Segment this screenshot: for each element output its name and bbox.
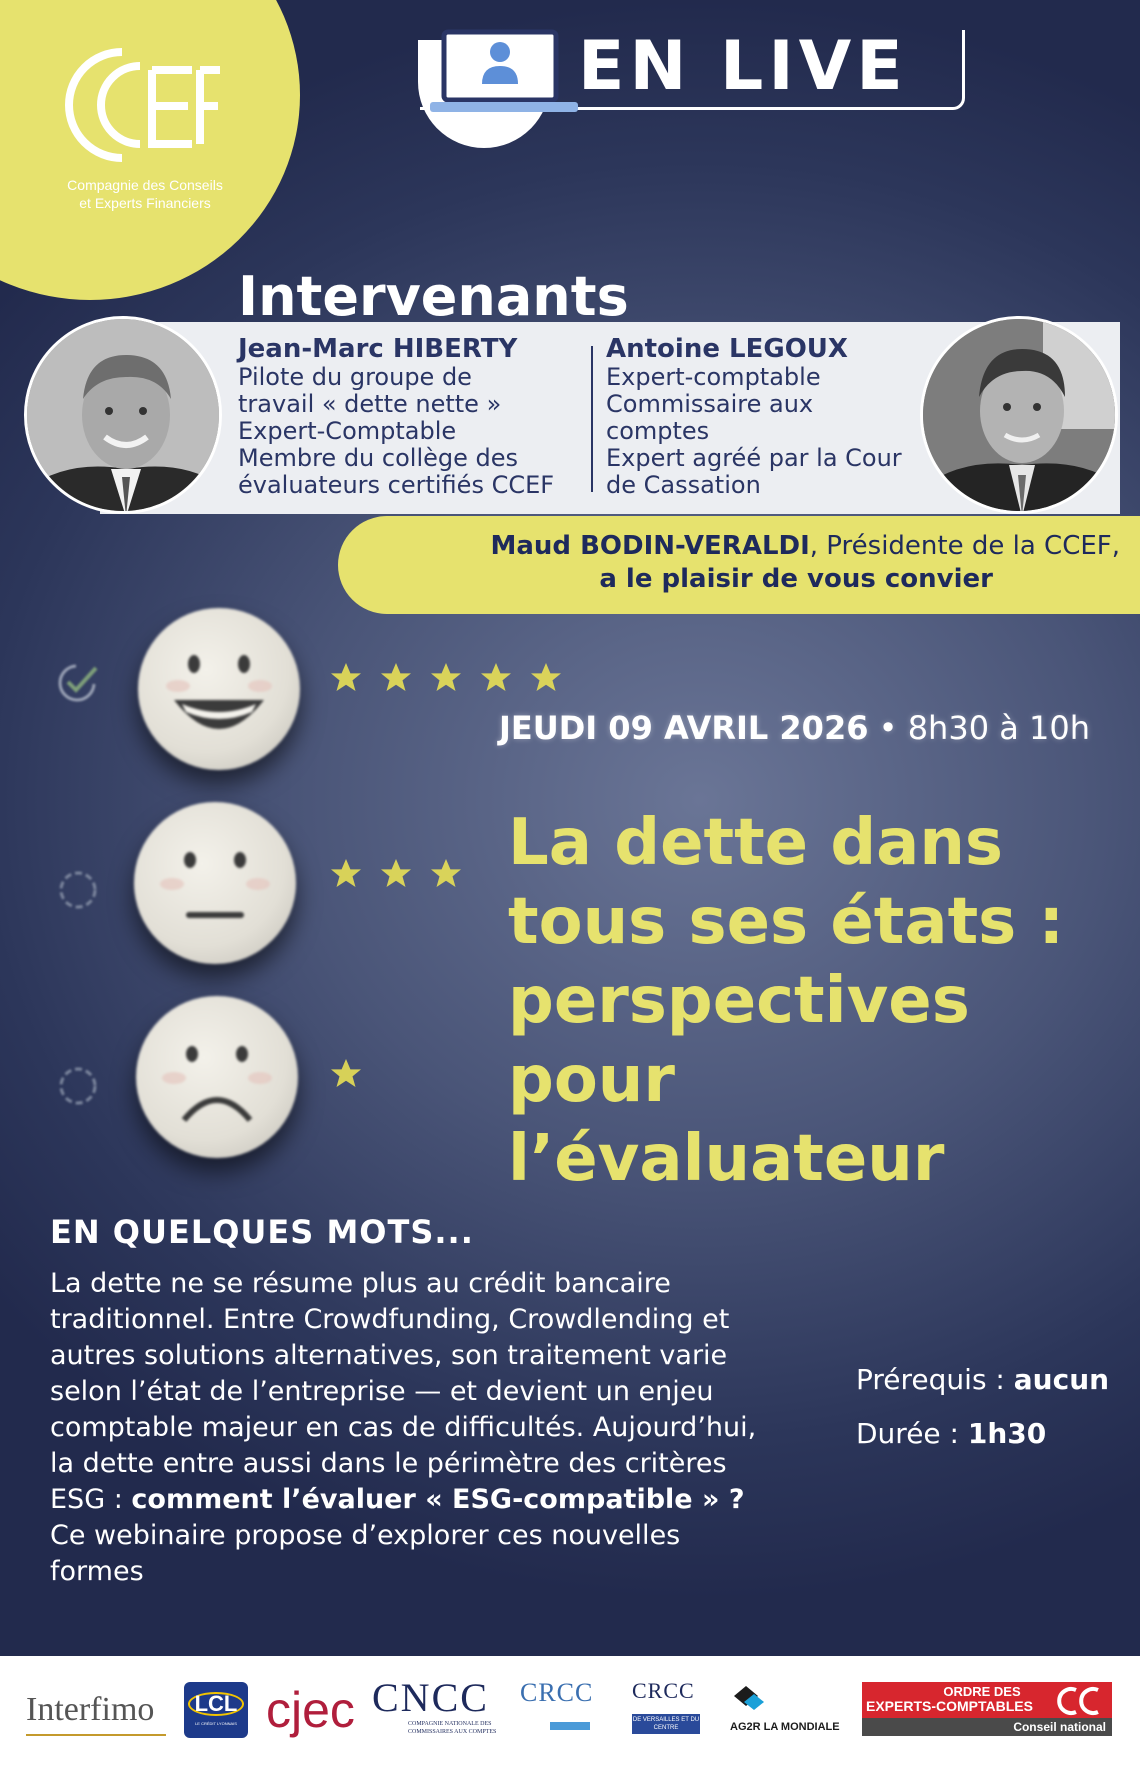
neutral-face-icon xyxy=(134,802,296,964)
event-headline xyxy=(508,804,1128,1199)
speaker-right-name: Antoine LEGOUX xyxy=(606,334,848,364)
ccef-logo xyxy=(60,40,220,170)
headline-line: pour xyxy=(508,1043,675,1117)
duration xyxy=(856,1416,1046,1452)
duration-value: 1h30 xyxy=(967,1417,1047,1450)
crcc-label: CRCC xyxy=(520,1678,594,1707)
lcl-logo xyxy=(184,1682,248,1738)
speaker-left-line: Membre du collège des xyxy=(238,444,519,472)
crcc-versailles-label: CRCC xyxy=(632,1678,695,1703)
crcc-logo xyxy=(520,1678,610,1738)
ag2r-label: AG2R LA MONDIALE xyxy=(730,1721,840,1733)
ag2r-mark-icon xyxy=(734,1686,768,1716)
live-label: EN LIVE xyxy=(578,27,908,106)
speaker-right-line: Expert-comptable xyxy=(606,363,821,391)
speaker-right-line: Expert agréé par la Cour xyxy=(606,444,902,472)
logo-subtitle xyxy=(40,176,250,212)
cncc-sublabel: COMPAGNIE NATIONALE DES COMMISSAIRES AUX COMPTES xyxy=(408,1721,497,1735)
oec-line-2: EXPERTS-COMPTABLES xyxy=(866,1698,1033,1714)
summary-text xyxy=(50,1266,770,1590)
rating-3-stars-icon xyxy=(328,856,468,892)
oec-logo xyxy=(862,1682,1112,1736)
speaker-right-line: de Cassation xyxy=(606,471,761,499)
summary-text-part: La dette ne se résume plus au crédit bancaire traditionnel. Entre Crowdfunding, Crowdlending et autres solutions alternatives, son traitement varie selon l’état de l’entreprise — et devient un enjeu comptable majeur en cas de difficultés. Aujourd’hui, la dette entre aussi dans le périmètre des critères ESG : xyxy=(50,1268,757,1515)
ciec-logo: cjec xyxy=(266,1682,355,1738)
speaker-left-line: évaluateurs certifiés CCEF xyxy=(238,471,555,499)
event-day: JEUDI 09 AVRIL 2026 xyxy=(498,709,869,747)
prereq-value: aucun xyxy=(1013,1363,1110,1396)
speaker-left-line: Expert-Comptable xyxy=(238,417,457,445)
laptop-user-icon xyxy=(430,26,578,116)
partners-strip xyxy=(0,1656,1140,1770)
interfimo-logo xyxy=(26,1688,166,1738)
speaker-right-line: Commissaire aux xyxy=(606,390,814,418)
summary-text-bold: comment l’évaluer « ESG-compatible » ? xyxy=(131,1484,745,1515)
prerequisites xyxy=(856,1362,1109,1398)
ag2r-logo xyxy=(730,1686,850,1742)
president-invite: a le plaisir de vous convier xyxy=(599,564,993,594)
lcl-label: LCL xyxy=(194,1691,238,1716)
summary-text-part: Ce webinaire propose d’explorer ces nouvelles formes xyxy=(50,1520,681,1587)
president-role: , Présidente de la CCEF, xyxy=(809,531,1120,561)
oec-line-1: ORDRE DES xyxy=(943,1684,1021,1699)
rating-1-star-icon xyxy=(328,1056,368,1092)
speaker-right xyxy=(606,334,936,499)
speaker-right-photo xyxy=(920,316,1118,514)
cncc-logo xyxy=(372,1676,502,1754)
summary-heading: EN QUELQUES MOTS... xyxy=(50,1213,474,1251)
event-time: 8h30 à 10h xyxy=(907,709,1090,747)
speakers-title: Intervenants xyxy=(238,265,629,328)
oec-mark-icon xyxy=(1048,1686,1108,1716)
speaker-left-line: travail « dette nette » xyxy=(238,390,502,418)
prereq-label: Prérequis : xyxy=(856,1363,1014,1396)
headline-line: perspectives xyxy=(508,964,970,1038)
speaker-left-line: Pilote du groupe de xyxy=(238,363,472,391)
speaker-right-line: comptes xyxy=(606,417,710,445)
event-date xyxy=(440,708,1090,748)
lcl-sublabel: LE CRÉDIT LYONNAIS xyxy=(195,1721,237,1726)
speaker-left xyxy=(238,334,583,499)
date-separator: • xyxy=(878,709,898,747)
duration-label: Durée : xyxy=(856,1417,968,1450)
president-name: Maud BODIN-VERALDI xyxy=(490,531,810,561)
speaker-left-name: Jean-Marc HIBERTY xyxy=(238,334,518,364)
radio-icon xyxy=(56,1064,100,1108)
interfimo-label: Interfimo xyxy=(26,1691,155,1728)
headline-line: l’évaluateur xyxy=(508,1122,945,1196)
cncc-label: CNCC xyxy=(372,1675,489,1720)
oec-line-3: Conseil national xyxy=(1013,1720,1106,1734)
speaker-left-photo xyxy=(24,316,222,514)
crcc-versailles-logo xyxy=(632,1678,702,1742)
logo-subtitle-line-1: Compagnie des Conseils xyxy=(67,177,223,193)
sad-face-icon xyxy=(136,996,298,1158)
radio-icon xyxy=(56,868,100,912)
headline-line: tous ses états : xyxy=(508,885,1065,959)
rating-5-stars-icon xyxy=(328,660,568,696)
headline-line: La dette dans xyxy=(508,806,1003,880)
check-icon xyxy=(56,660,100,704)
speaker-divider xyxy=(591,346,593,492)
president-line xyxy=(360,530,1120,562)
happy-face-icon xyxy=(138,608,300,770)
logo-subtitle-line-2: et Experts Financiers xyxy=(79,195,211,211)
crcc-versailles-sublabel: DE VERSAILLES ET DU CENTRE xyxy=(632,1714,700,1734)
